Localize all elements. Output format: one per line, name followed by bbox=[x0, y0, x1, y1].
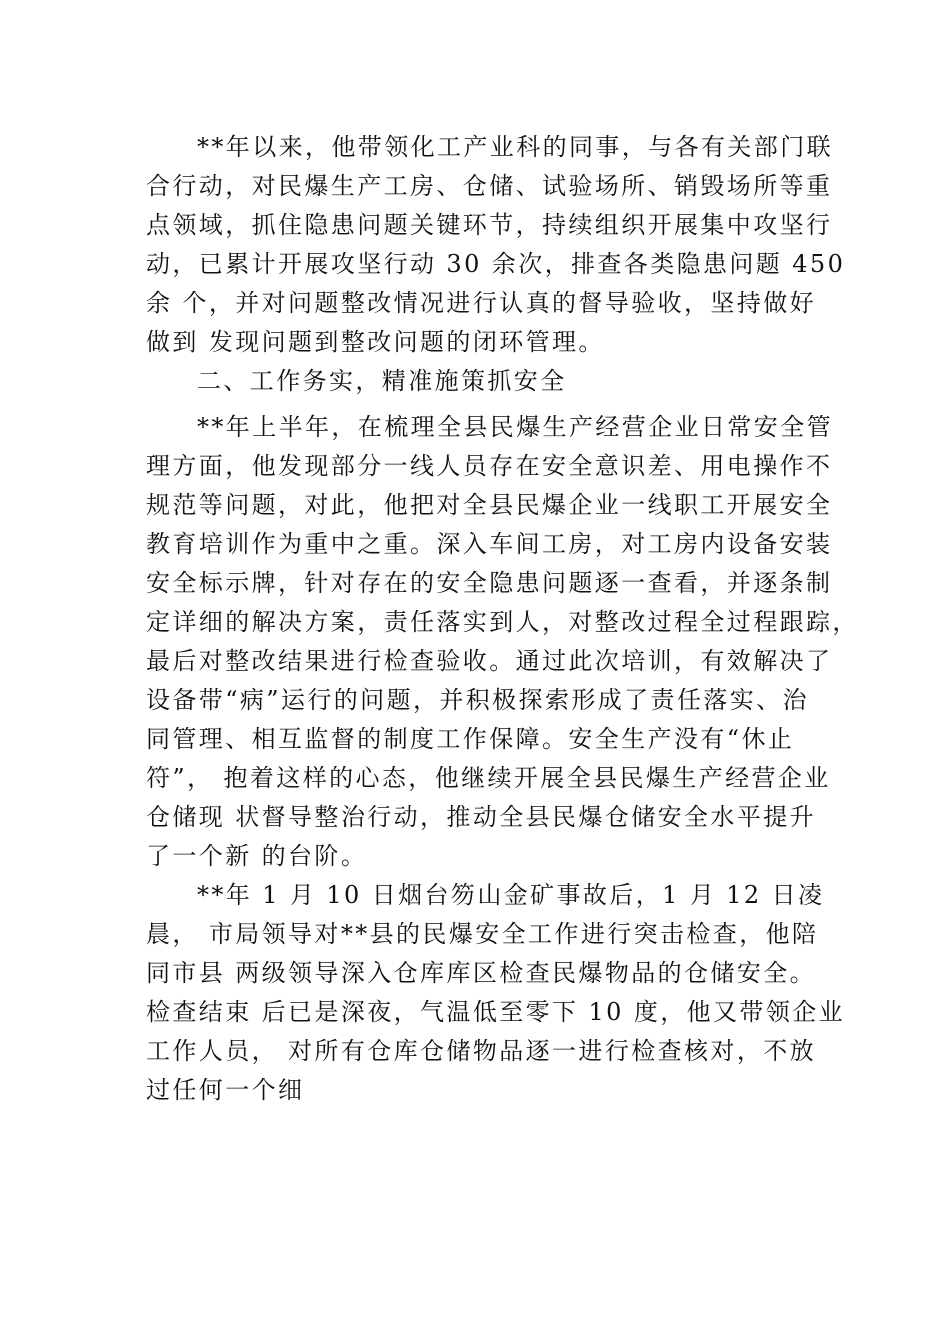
text-line: 了一个新 的台阶。 bbox=[146, 842, 368, 870]
text-line: 安全标示牌，针对存在的安全隐患问题逐一查看，并逐条制 bbox=[146, 569, 833, 597]
text-line: 动，已累计开展攻坚行动 30 余次，排查各类隐患问题 450 bbox=[146, 250, 846, 278]
text-line: 同市县 两级领导深入仓库库区检查民爆物品的仓储安全。 bbox=[146, 959, 817, 987]
section-heading: 二、工作务实，精准施策抓安全 bbox=[197, 367, 567, 395]
text-line: **年上半年，在梳理全县民爆生产经营企业日常安全管 bbox=[197, 413, 833, 441]
text-line: 合行动，对民爆生产工房、仓储、试验场所、销毁场所等重 bbox=[146, 172, 833, 200]
text-line: 晨， 市局领导对**县的民爆安全工作进行突击检查，他陪 bbox=[146, 920, 819, 948]
text-line: 教育培训作为重中之重。深入车间工房，对工房内设备安装 bbox=[146, 530, 833, 558]
text-line: 符”， 抱着这样的心态，他继续开展全县民爆生产经营企业 bbox=[146, 764, 831, 792]
text-line: 工作人员， 对所有仓库仓储物品逐一进行检查核对，不放 bbox=[146, 1037, 817, 1065]
text-line: 最后对整改结果进行检查验收。通过此次培训，有效解决了 bbox=[146, 647, 833, 675]
text-line: 过任何一个细 bbox=[146, 1076, 305, 1104]
text-line: 仓储现 状督导整治行动，推动全县民爆仓储安全水平提升 bbox=[146, 803, 817, 831]
text-line: 理方面，他发现部分一线人员存在安全意识差、用电操作不 bbox=[146, 452, 833, 480]
text-line: 检查结束 后已是深夜，气温低至零下 10 度，他又带领企业 bbox=[146, 998, 846, 1026]
text-line: **年 1 月 10 日烟台笏山金矿事故后，1 月 12 日凌 bbox=[197, 881, 825, 909]
text-line: 余 个，并对问题整改情况进行认真的督导验收，坚持做好 bbox=[146, 289, 817, 317]
text-line: 做到 发现问题到整改问题的闭环管理。 bbox=[146, 328, 605, 356]
text-line: 点领域，抓住隐患问题关键环节，持续组织开展集中攻坚行 bbox=[146, 211, 833, 239]
text-line: 规范等问题，对此，他把对全县民爆企业一线职工开展安全 bbox=[146, 491, 833, 519]
text-line: 设备带“病”运行的问题，并积极探索形成了责任落实、治 bbox=[146, 686, 809, 714]
text-line: 定详细的解决方案，责任落实到人，对整改过程全过程跟踪， bbox=[146, 608, 859, 636]
text-line: 同管理、相互监督的制度工作保障。安全生产没有“休止 bbox=[146, 725, 795, 753]
text-line: **年以来，他带领化工产业科的同事，与各有关部门联 bbox=[197, 133, 833, 161]
